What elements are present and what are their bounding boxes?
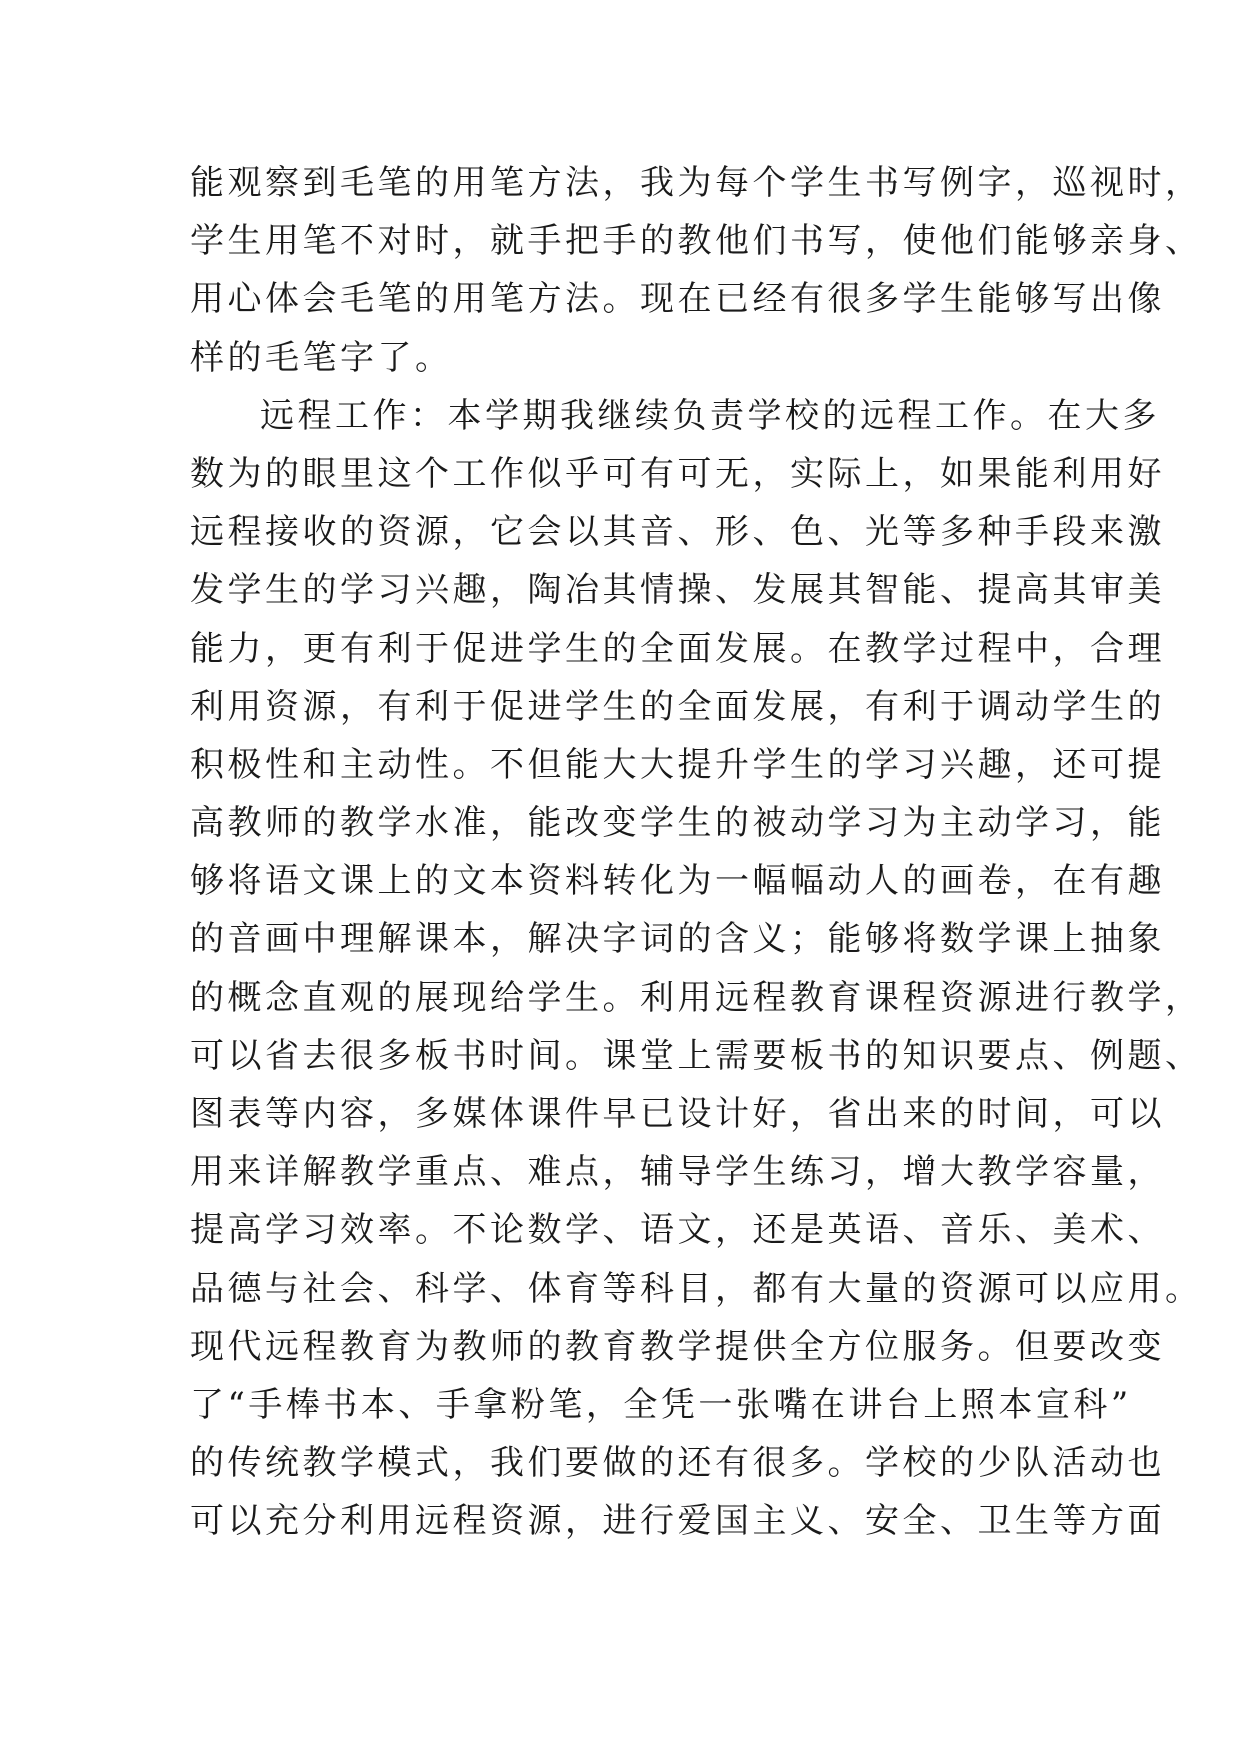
text-line: 了“手棒书本、手拿粉笔，全凭一张嘴在讲台上照本宣科” xyxy=(190,1384,1132,1425)
text-line: 的概念直观的展现给学生。利用远程教育课程资源进行教学， xyxy=(190,977,1203,1018)
paragraph-start-line: 远程工作：本学期我继续负责学校的远程工作。在大多 xyxy=(260,395,1160,436)
text-line: 的传统教学模式，我们要做的还有很多。学校的少队活动也 xyxy=(190,1443,1165,1484)
text-line: 发学生的学习兴趣，陶冶其情操、发展其智能、提高其审美 xyxy=(190,570,1165,611)
text-line: 提高学习效率。不论数学、语文，还是英语、音乐、美术、 xyxy=(190,1210,1165,1251)
text-line: 品德与社会、科学、体育等科目，都有大量的资源可以应用。 xyxy=(190,1268,1203,1309)
text-line: 学生用笔不对时，就手把手的教他们书写，使他们能够亲身、 xyxy=(190,221,1203,262)
text-line: 远程接收的资源，它会以其音、形、色、光等多种手段来激 xyxy=(190,512,1165,553)
text-line: 可以充分利用远程资源，进行爱国主义、安全、卫生等方面 xyxy=(190,1501,1165,1542)
text-line: 的音画中理解课本，解决字词的含义；能够将数学课上抽象 xyxy=(190,919,1165,960)
text-line: 可以省去很多板书时间。课堂上需要板书的知识要点、例题、 xyxy=(190,1035,1203,1076)
text-line: 样的毛笔字了。 xyxy=(190,337,453,378)
text-line: 够将语文课上的文本资料转化为一幅幅动人的画卷，在有趣 xyxy=(190,861,1165,902)
text-line: 图表等内容，多媒体课件早已设计好，省出来的时间，可以 xyxy=(190,1094,1165,1134)
body-text xyxy=(190,154,1203,1551)
text-line: 积极性和主动性。不但能大大提升学生的学习兴趣，还可提 xyxy=(190,744,1165,785)
text-line: 高教师的教学水准，能改变学生的被动学习为主动学习，能 xyxy=(190,803,1165,844)
text-line: 能力，更有利于促进学生的全面发展。在教学过程中，合理 xyxy=(190,628,1165,669)
text-line: 数为的眼里这个工作似乎可有可无，实际上，如果能利用好 xyxy=(190,453,1165,494)
text-line: 现代远程教育为教师的教育教学提供全方位服务。但要改变 xyxy=(190,1326,1165,1367)
text-line: 利用资源，有利于促进学生的全面发展，有利于调动学生的 xyxy=(190,686,1165,727)
text-line: 用来详解教学重点、难点，辅导学生练习，增大教学容量， xyxy=(190,1152,1165,1193)
text-line: 能观察到毛笔的用笔方法，我为每个学生书写例字，巡视时， xyxy=(190,163,1203,203)
text-line: 用心体会毛笔的用笔方法。现在已经有很多学生能够写出像 xyxy=(190,279,1165,320)
